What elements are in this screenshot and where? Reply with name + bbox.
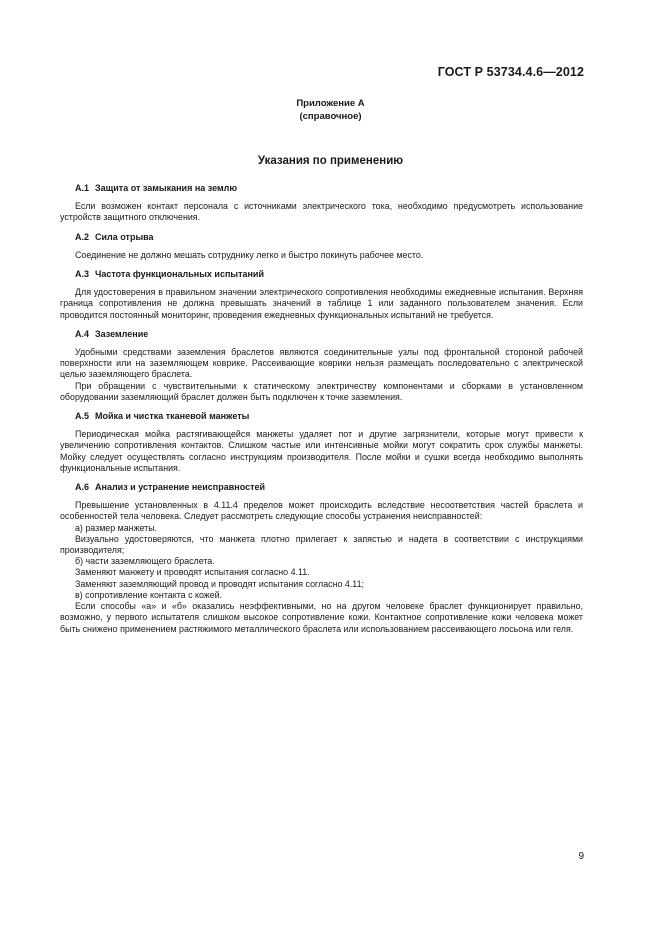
paragraph: Если способы «а» и «б» оказались неэффективными, но на другом человеке браслет функционирует правильно, возможно, у первого испытателя слишком высокое сопротивление кожи. Контактное сопротивление кожи человека может быть снижено применением растяжимого металлического браслета или использованием рассеивающего лосьона или геля.	[60, 601, 583, 634]
section-6	[60, 482, 583, 635]
page-title: Указания по применению	[257, 155, 404, 167]
section-1	[60, 183, 583, 224]
section-title: Анализ и устранение неисправностей	[95, 482, 266, 493]
section-number: А.2	[75, 231, 90, 242]
section-heading	[60, 232, 583, 243]
paragraph: Соединение не должно мешать сотруднику легко и быстро покинуть рабочее место.	[75, 249, 424, 260]
appendix-label: Приложение А	[296, 98, 365, 109]
section-title: Частота функциональных испытаний	[95, 269, 264, 280]
section-number: А.6	[75, 482, 90, 493]
section-number: А.3	[75, 269, 90, 280]
appendix-heading	[0, 97, 661, 123]
document-id: ГОСТ Р 53734.4.6—2012	[437, 65, 584, 79]
page-number: 9	[578, 851, 584, 862]
document-body	[60, 183, 583, 643]
paragraph: Если возможен контакт персонала с источниками электрического тока, необходимо предусмотреть использование устройств защитного отключения.	[60, 201, 583, 223]
paragraph: в) сопротивление контакта с кожей.	[75, 589, 223, 600]
section-heading	[60, 482, 583, 493]
section-2	[60, 232, 583, 261]
section-number: А.1	[75, 183, 90, 193]
section-heading	[60, 411, 583, 422]
section-title: Сила отрыва	[95, 231, 154, 242]
paragraph: Заменяют манжету и проводят испытания согласно 4.11.	[75, 567, 310, 578]
section-title: Мойка и чистка тканевой манжеты	[95, 411, 250, 422]
paragraph: При обращении с чувствительными к статическому электричеству компонентами и сборками в установленном оборудовании заземляющий браслет должен быть подключен к точке заземления.	[60, 380, 583, 402]
paragraph: а) размер манжеты.	[75, 522, 158, 533]
section-3	[60, 269, 583, 321]
appendix-type: (справочное)	[299, 111, 362, 122]
paragraph: Превышение установленных в 4.11.4 пределов может происходить вследствие несоответствия частей браслета и особенностей тела человека. Следует рассмотреть следующие способы устранения неисправностей:	[60, 500, 583, 522]
paragraph: Заменяют заземляющий провод и проводят испытания согласно 4.11;	[75, 578, 364, 589]
paragraph: Периодическая мойка растягивающейся манжеты удаляет пот и другие загрязнители, которые могут привести к увеличению сопротивления контактов. Слишком частые или интенсивные мойки могут сократить срок службы манжеты. Мойку следует осуществлять согласно инструкциям производителя. После мойки и сушки всегда необходимо выполнять функциональные испытания.	[60, 429, 583, 473]
section-heading	[60, 183, 583, 194]
section-title: Заземление	[95, 328, 149, 339]
section-number: А.5	[75, 411, 90, 422]
section-title: Защита от замыкания на землю	[95, 183, 238, 193]
section-4	[60, 329, 583, 403]
section-heading	[60, 269, 583, 280]
section-5	[60, 411, 583, 474]
paragraph: Для удостоверения в правильном значении электрического сопротивления необходимы ежедневные испытания. Верхняя граница сопротивления не должна превышать значений в таблице 1 или заданного пользователем значения. Если проводится постоянный мониторинг, проведения ежедневных функциональных испытаний не требуется.	[60, 287, 583, 320]
paragraph: Удобными средствами заземления браслетов являются соединительные узлы под фронтальной стороной рабочей поверхности или на заземляющем коврике. Рассеивающие коврики нельзя размещать последовательно с электрической целью заземляющего браслета.	[60, 347, 583, 380]
paragraph: Визуально удостоверяются, что манжета плотно прилегает к запястью и надета в соответствии с инструкциями производителя;	[60, 533, 583, 556]
section-number: А.4	[75, 328, 90, 339]
section-heading	[60, 329, 583, 340]
paragraph: б) части заземляющего браслета.	[75, 556, 215, 567]
